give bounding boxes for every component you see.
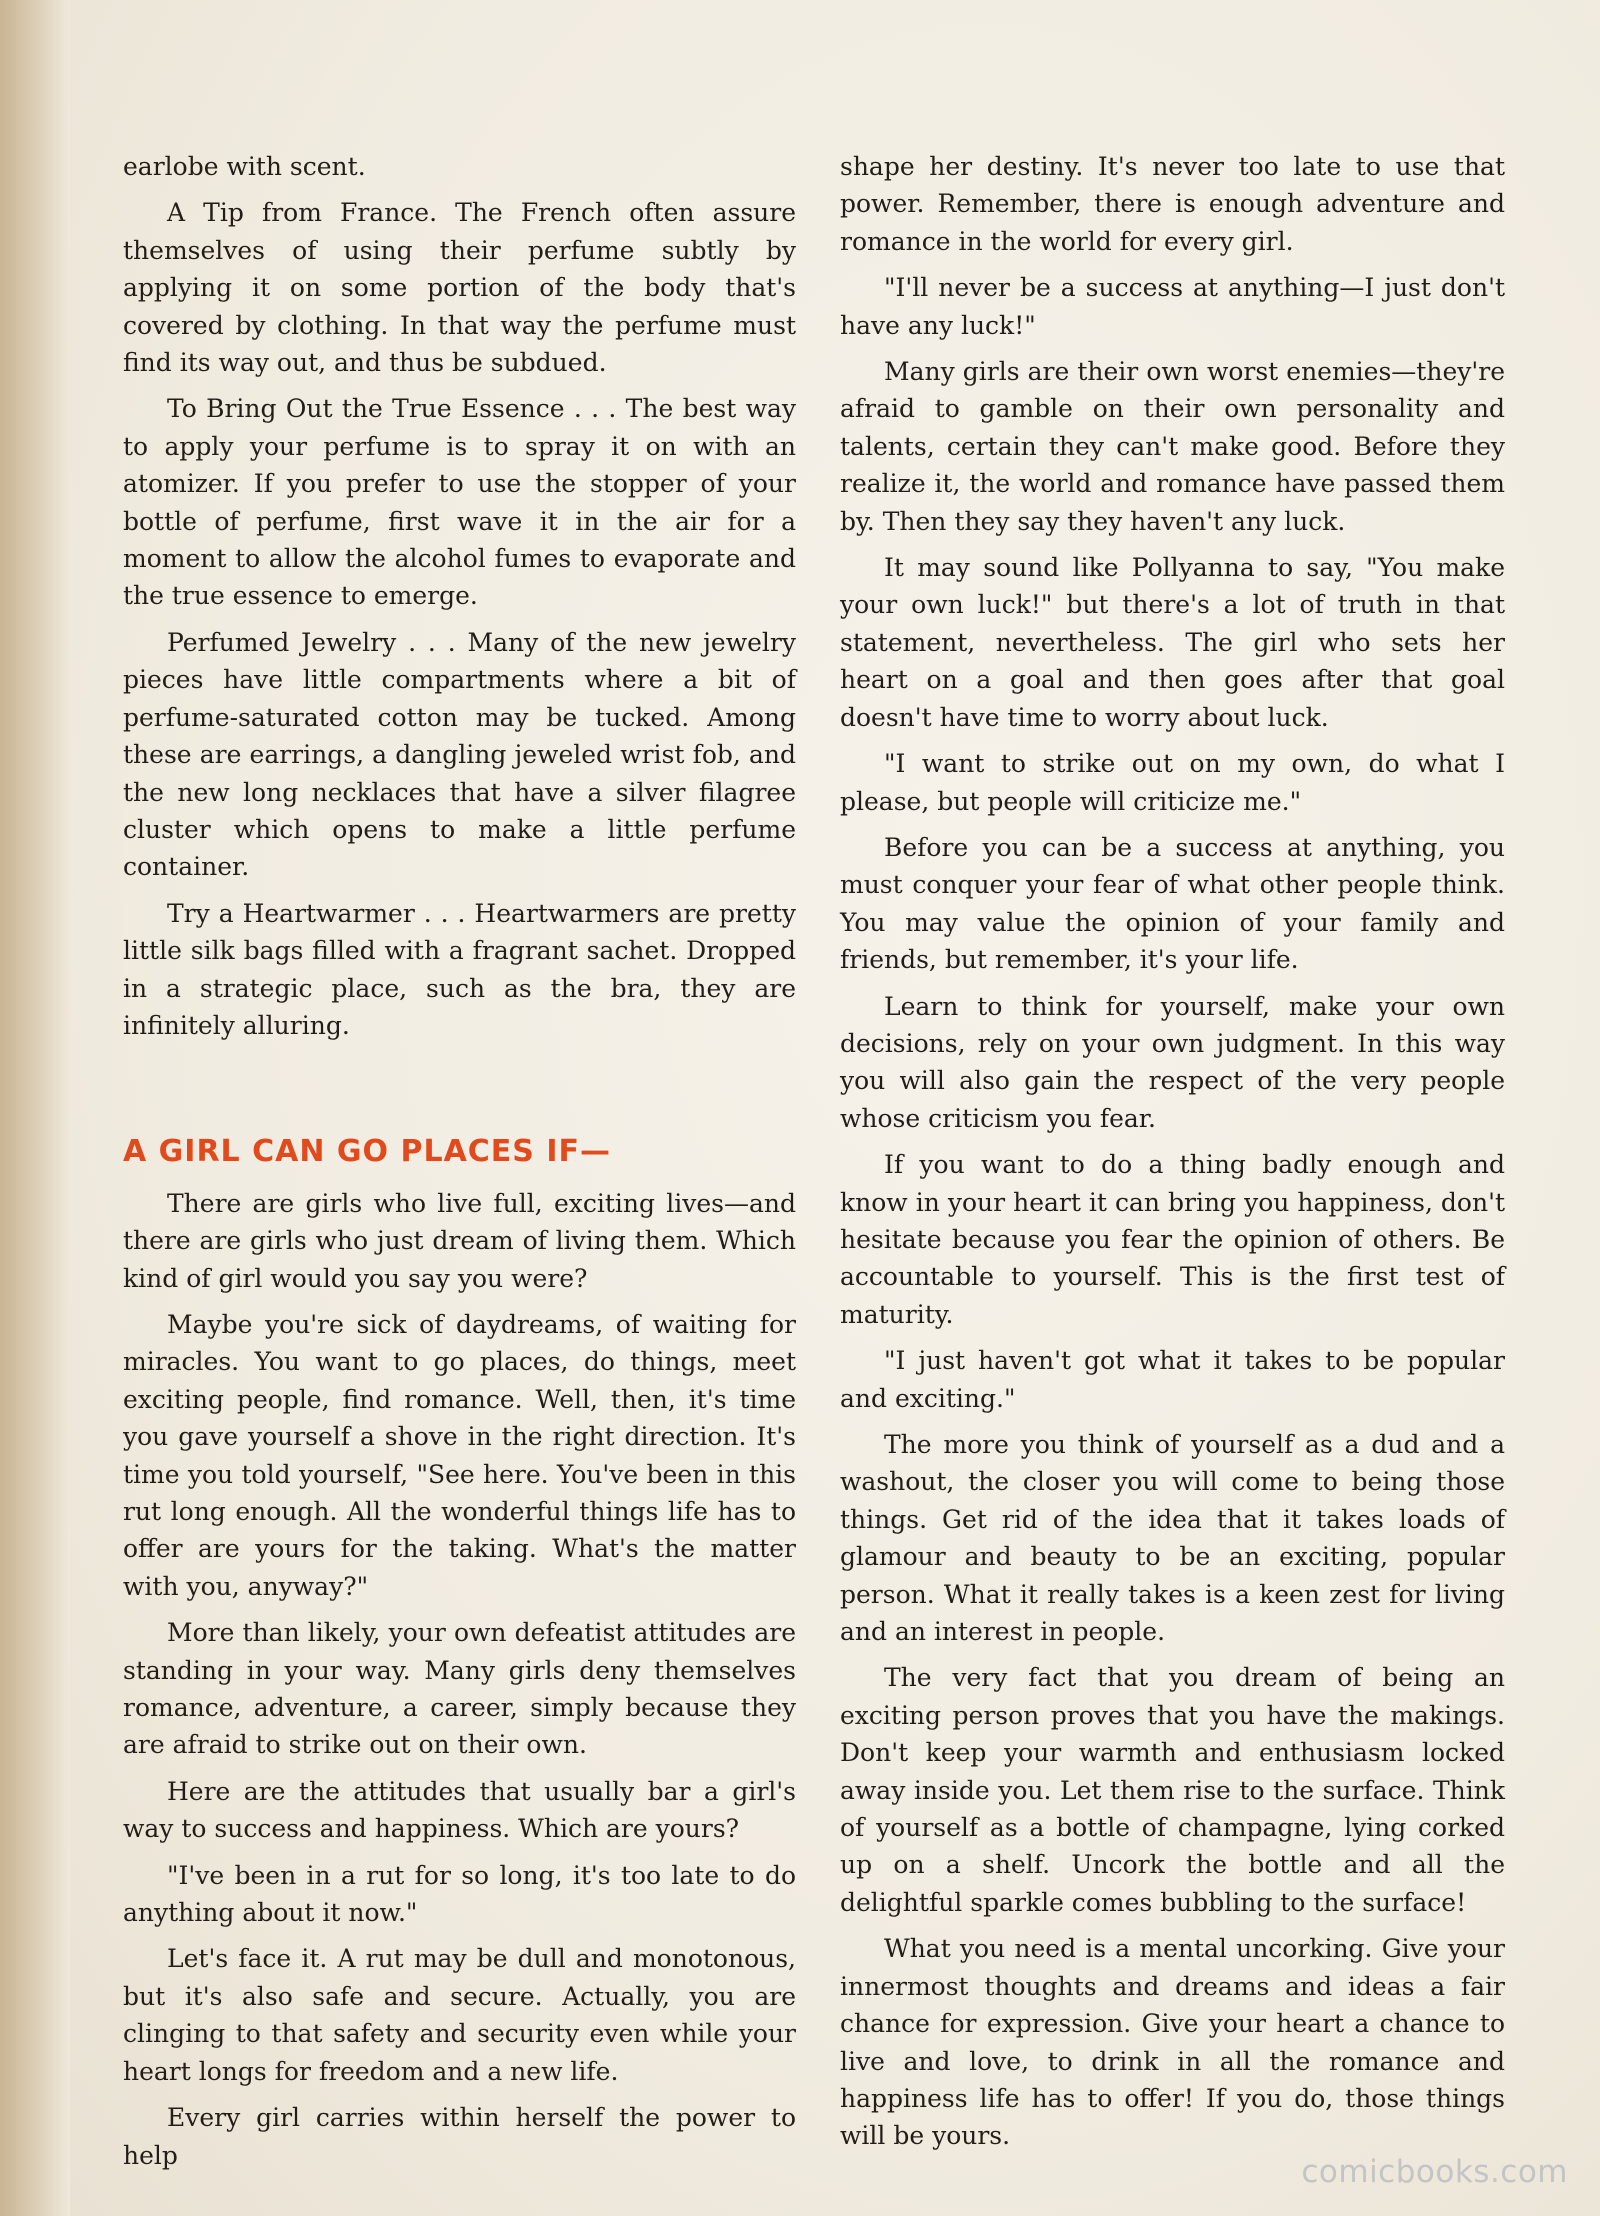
paragraph: Try a Heartwarmer . . . Heartwarmers are pretty little silk bags filled with a fragrant sachet. Dropped in a strategic place, such as the bra, they are infinitely alluring. [123, 898, 796, 1040]
left-column [123, 148, 796, 2174]
paragraph: A Tip from France. The French often assure themselves of using their perfume subtly by applying it on some portion of the body that's covered by clothing. In that way the perfume must find its way out, and thus be subdued. [123, 198, 796, 378]
watermark-text: comicbooks.com [1301, 2154, 1568, 2190]
paragraph: Here are the attitudes that usually bar a girl's way to success and happiness. Which are yours? [123, 1776, 796, 1844]
paragraph: Perfumed Jewelry . . . Many of the new jewelry pieces have little compartments where a bit of perfume-saturated cotton may be tucked. Among these are earrings, a dangling jeweled wrist fob, and the new long necklaces that have a silver filagree cluster which opens to make a little perfume container. [123, 627, 796, 882]
paragraph: There are girls who live full, exciting lives—and there are girls who just dream of living them. Which kind of girl would you say you were? [123, 1188, 796, 1293]
section-heading: A GIRL CAN GO PLACES IF— [123, 1134, 612, 1170]
paragraph: "I want to strike out on my own, do what I please, but people will criticize me." [840, 749, 1505, 816]
section-spacer [123, 1053, 796, 1133]
paragraph: "I'll never be a success at anything—I just don't have any luck!" [840, 273, 1505, 340]
paragraph: Every girl carries within herself the power to help [123, 2103, 796, 2170]
paragraph: Many girls are their own worst enemies—they're afraid to gamble on their own personality and talents, certain they can't make good. Before they realize it, the world and romance have passed them by. Then they say they haven't any luck. [840, 357, 1505, 536]
paragraph: Maybe you're sick of daydreams, of waiting for miracles. You want to go places, do things, meet exciting people, find romance. Well, then, it's time you gave yourself a shove in the right direction. It's time you told yourself, "See here. You've been in this rut long enough. All the wonderful things life has to offer are yours for the taking. What's the matter with you, anyway?" [123, 1309, 796, 1601]
paragraph: What you need is a mental uncorking. Give your innermost thoughts and dreams and ideas a fair chance for expression. Give your heart a chance to live and love, to drink in all the romance and happiness life has to offer! If you do, those things will be yours. [840, 1934, 1505, 2151]
paragraph: Let's face it. A rut may be dull and monotonous, but it's also safe and secure. Actually, you are clinging to that safety and security even while your heart longs for freedom and a new life. [123, 1944, 796, 2086]
paragraph: The more you think of yourself as a dud and a washout, the closer you will come to being those things. Get rid of the idea that it takes loads of glamour and beauty to be an exciting, popular person. What it really takes is a keen zest for living and an interest in people. [840, 1430, 1505, 1647]
paragraph: To Bring Out the True Essence . . . The best way to apply your perfume is to spray it on with an atomizer. If you prefer to use the stopper of your bottle of perfume, first wave it in the air for a moment to allow the alcohol fumes to evaporate and the true essence to emerge. [123, 394, 796, 611]
paragraph: More than likely, your own defeatist attitudes are standing in your way. Many girls deny themselves romance, adventure, a career, simply because they are afraid to strike out on their own. [123, 1618, 796, 1760]
paragraph: The very fact that you dream of being an exciting person proves that you have the makings. Don't keep your warmth and enthusiasm locked away inside you. Let them rise to the surface. Think of yourself as a bottle of champagne, lying corked up on a shelf. Uncork the bottle and all the delightful sparkle comes bubbling to the surface! [840, 1663, 1505, 1917]
page-spine-shadow [0, 0, 70, 2216]
paragraph: earlobe with scent. [123, 152, 366, 181]
paragraph: It may sound like Pollyanna to say, "You make your own luck!" but there's a lot of truth in that statement, nevertheless. The girl who sets her heart on a goal and then goes after that goal doesn't have time to worry about luck. [840, 553, 1505, 732]
right-column [840, 148, 1505, 2164]
paragraph: Before you can be a success at anything, you must conquer your fear of what other people think. You may value the opinion of your family and friends, but remember, it's your life. [840, 832, 1505, 975]
paragraph: shape her destiny. It's never too late to use that power. Remember, there is enough adventure and romance in the world for every girl. [840, 152, 1505, 256]
paragraph: "I've been in a rut for so long, it's too late to do anything about it now." [123, 1860, 796, 1928]
paragraph: "I just haven't got what it takes to be popular and exciting." [840, 1346, 1505, 1413]
paragraph: If you want to do a thing badly enough and know in your heart it can bring you happiness, don't hesitate because you fear the opinion of others. Be accountable to yourself. This is the first test of maturity. [840, 1150, 1505, 1329]
paragraph: Learn to think for yourself, make your own decisions, rely on your own judgment. In this way you will also gain the respect of the very people whose criticism you fear. [840, 991, 1505, 1133]
